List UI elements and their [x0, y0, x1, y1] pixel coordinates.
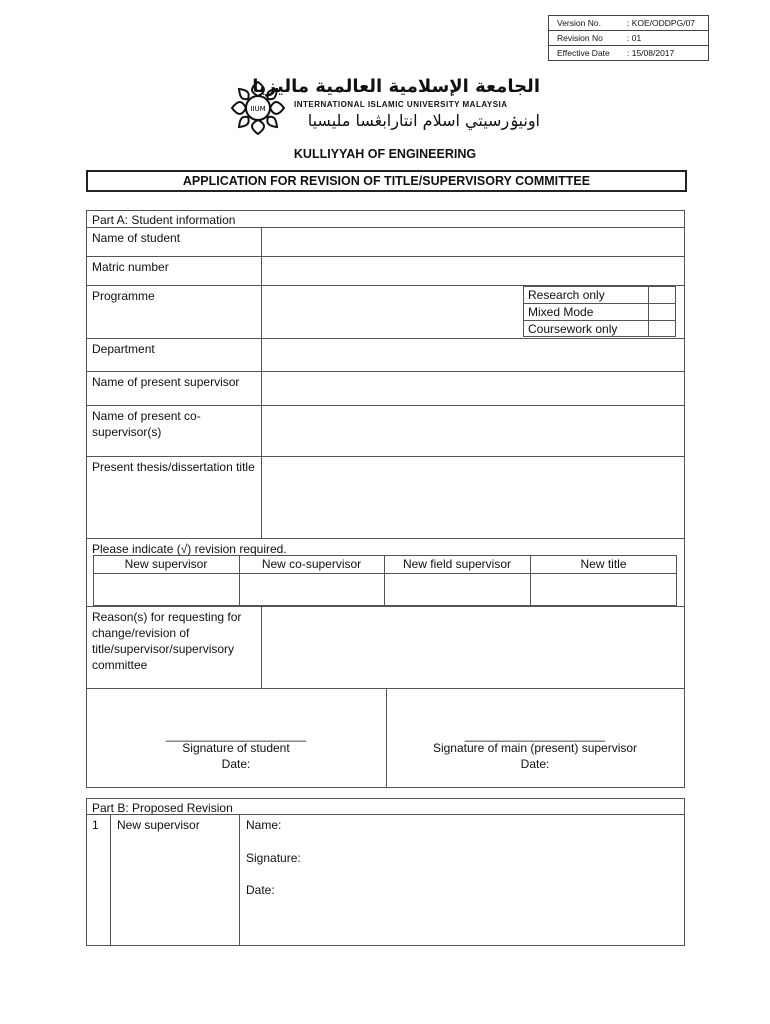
part-b-row-number: 1 — [92, 818, 99, 832]
present-title-label: Present thesis/dissertation title — [92, 460, 255, 474]
present-cosupervisor-label: Name of present co-supervisor(s) — [92, 409, 201, 439]
english-university-name: INTERNATIONAL ISLAMIC UNIVERSITY MALAYSIA — [294, 100, 508, 109]
effective-date-label: Effective Date — [557, 48, 610, 58]
programme-checkbox-mixed[interactable] — [649, 304, 675, 319]
programme-checkbox-coursework[interactable] — [649, 321, 675, 336]
present-supervisor-label: Name of present supervisor — [92, 375, 240, 389]
revision-label: Revision No — [557, 33, 603, 43]
present-supervisor-field[interactable] — [262, 372, 684, 404]
part-b-signature-label: Signature: — [246, 851, 301, 865]
matric-number-label: Matric number — [92, 260, 169, 274]
part-b-date-label: Date: — [246, 883, 275, 897]
part-b-entry-field[interactable] — [290, 815, 683, 945]
programme-option-research: Research only — [528, 288, 605, 302]
form-title: APPLICATION FOR REVISION OF TITLE/SUPERVISORY COMMITTEE — [86, 170, 687, 192]
version-box — [548, 15, 709, 61]
part-b-new-supervisor-label: New supervisor — [117, 818, 200, 832]
student-signature-label: Signature of student — [182, 741, 290, 755]
revision-option-new-title: New title — [580, 557, 627, 571]
svg-text:IIUM: IIUM — [250, 105, 266, 113]
reasons-label: Reason(s) for requesting for change/revision of title/supervisor/supervisory committee — [92, 610, 242, 672]
name-of-student-field[interactable] — [262, 228, 684, 255]
part-b-name-label: Name: — [246, 818, 282, 832]
programme-option-mixed: Mixed Mode — [528, 305, 594, 319]
revision-option-new-supervisor: New supervisor — [124, 557, 208, 571]
revision-option-new-field-supervisor: New field supervisor — [402, 557, 512, 571]
jawi-university-name: اونيۏرسيتي اسلام انتارابڠسا مليسيا — [307, 111, 540, 130]
programme-label: Programme — [92, 289, 155, 303]
matric-number-field[interactable] — [262, 257, 684, 284]
student-date-label: Date: — [221, 757, 251, 771]
programme-option-coursework: Coursework only — [528, 322, 618, 336]
name-of-student-label: Name of student — [92, 231, 181, 245]
supervisor-signature-label: Signature of main (present) supervisor — [432, 741, 638, 755]
department-label: Department — [92, 342, 155, 356]
arabic-university-name: الجامعة الإسلامية العالمية ماليزيا — [252, 76, 540, 97]
supervisor-date-label: Date: — [520, 757, 550, 771]
revision-check-new-title[interactable] — [531, 574, 676, 605]
student-signature-line[interactable]: _____________________ — [165, 728, 307, 742]
department-field[interactable] — [262, 339, 684, 370]
faculty-name: KULLIYYAH OF ENGINEERING — [293, 147, 477, 161]
revision-check-new-field-supervisor[interactable] — [385, 574, 529, 605]
present-title-field[interactable] — [262, 457, 684, 537]
part-a-heading: Part A: Student information — [92, 213, 236, 227]
revision-value: : 01 — [627, 33, 642, 43]
supervisor-signature-line[interactable]: _____________________ — [464, 728, 606, 742]
revision-option-new-cosupervisor: New co-supervisor — [261, 557, 362, 571]
indicate-revision-label: Please indicate (√) revision required. — [92, 542, 287, 556]
revision-check-new-cosupervisor[interactable] — [240, 574, 383, 605]
revision-check-new-supervisor[interactable] — [94, 574, 238, 605]
effective-date-value: : 15/08/2017 — [627, 48, 675, 58]
reasons-field[interactable] — [262, 607, 684, 687]
version-value: : KOE/ODDPG/07 — [627, 18, 696, 28]
programme-checkbox-research[interactable] — [649, 287, 675, 302]
version-label: Version No. — [557, 18, 601, 28]
part-b-heading: Part B: Proposed Revision — [92, 801, 233, 815]
present-cosupervisor-field[interactable] — [262, 406, 684, 455]
